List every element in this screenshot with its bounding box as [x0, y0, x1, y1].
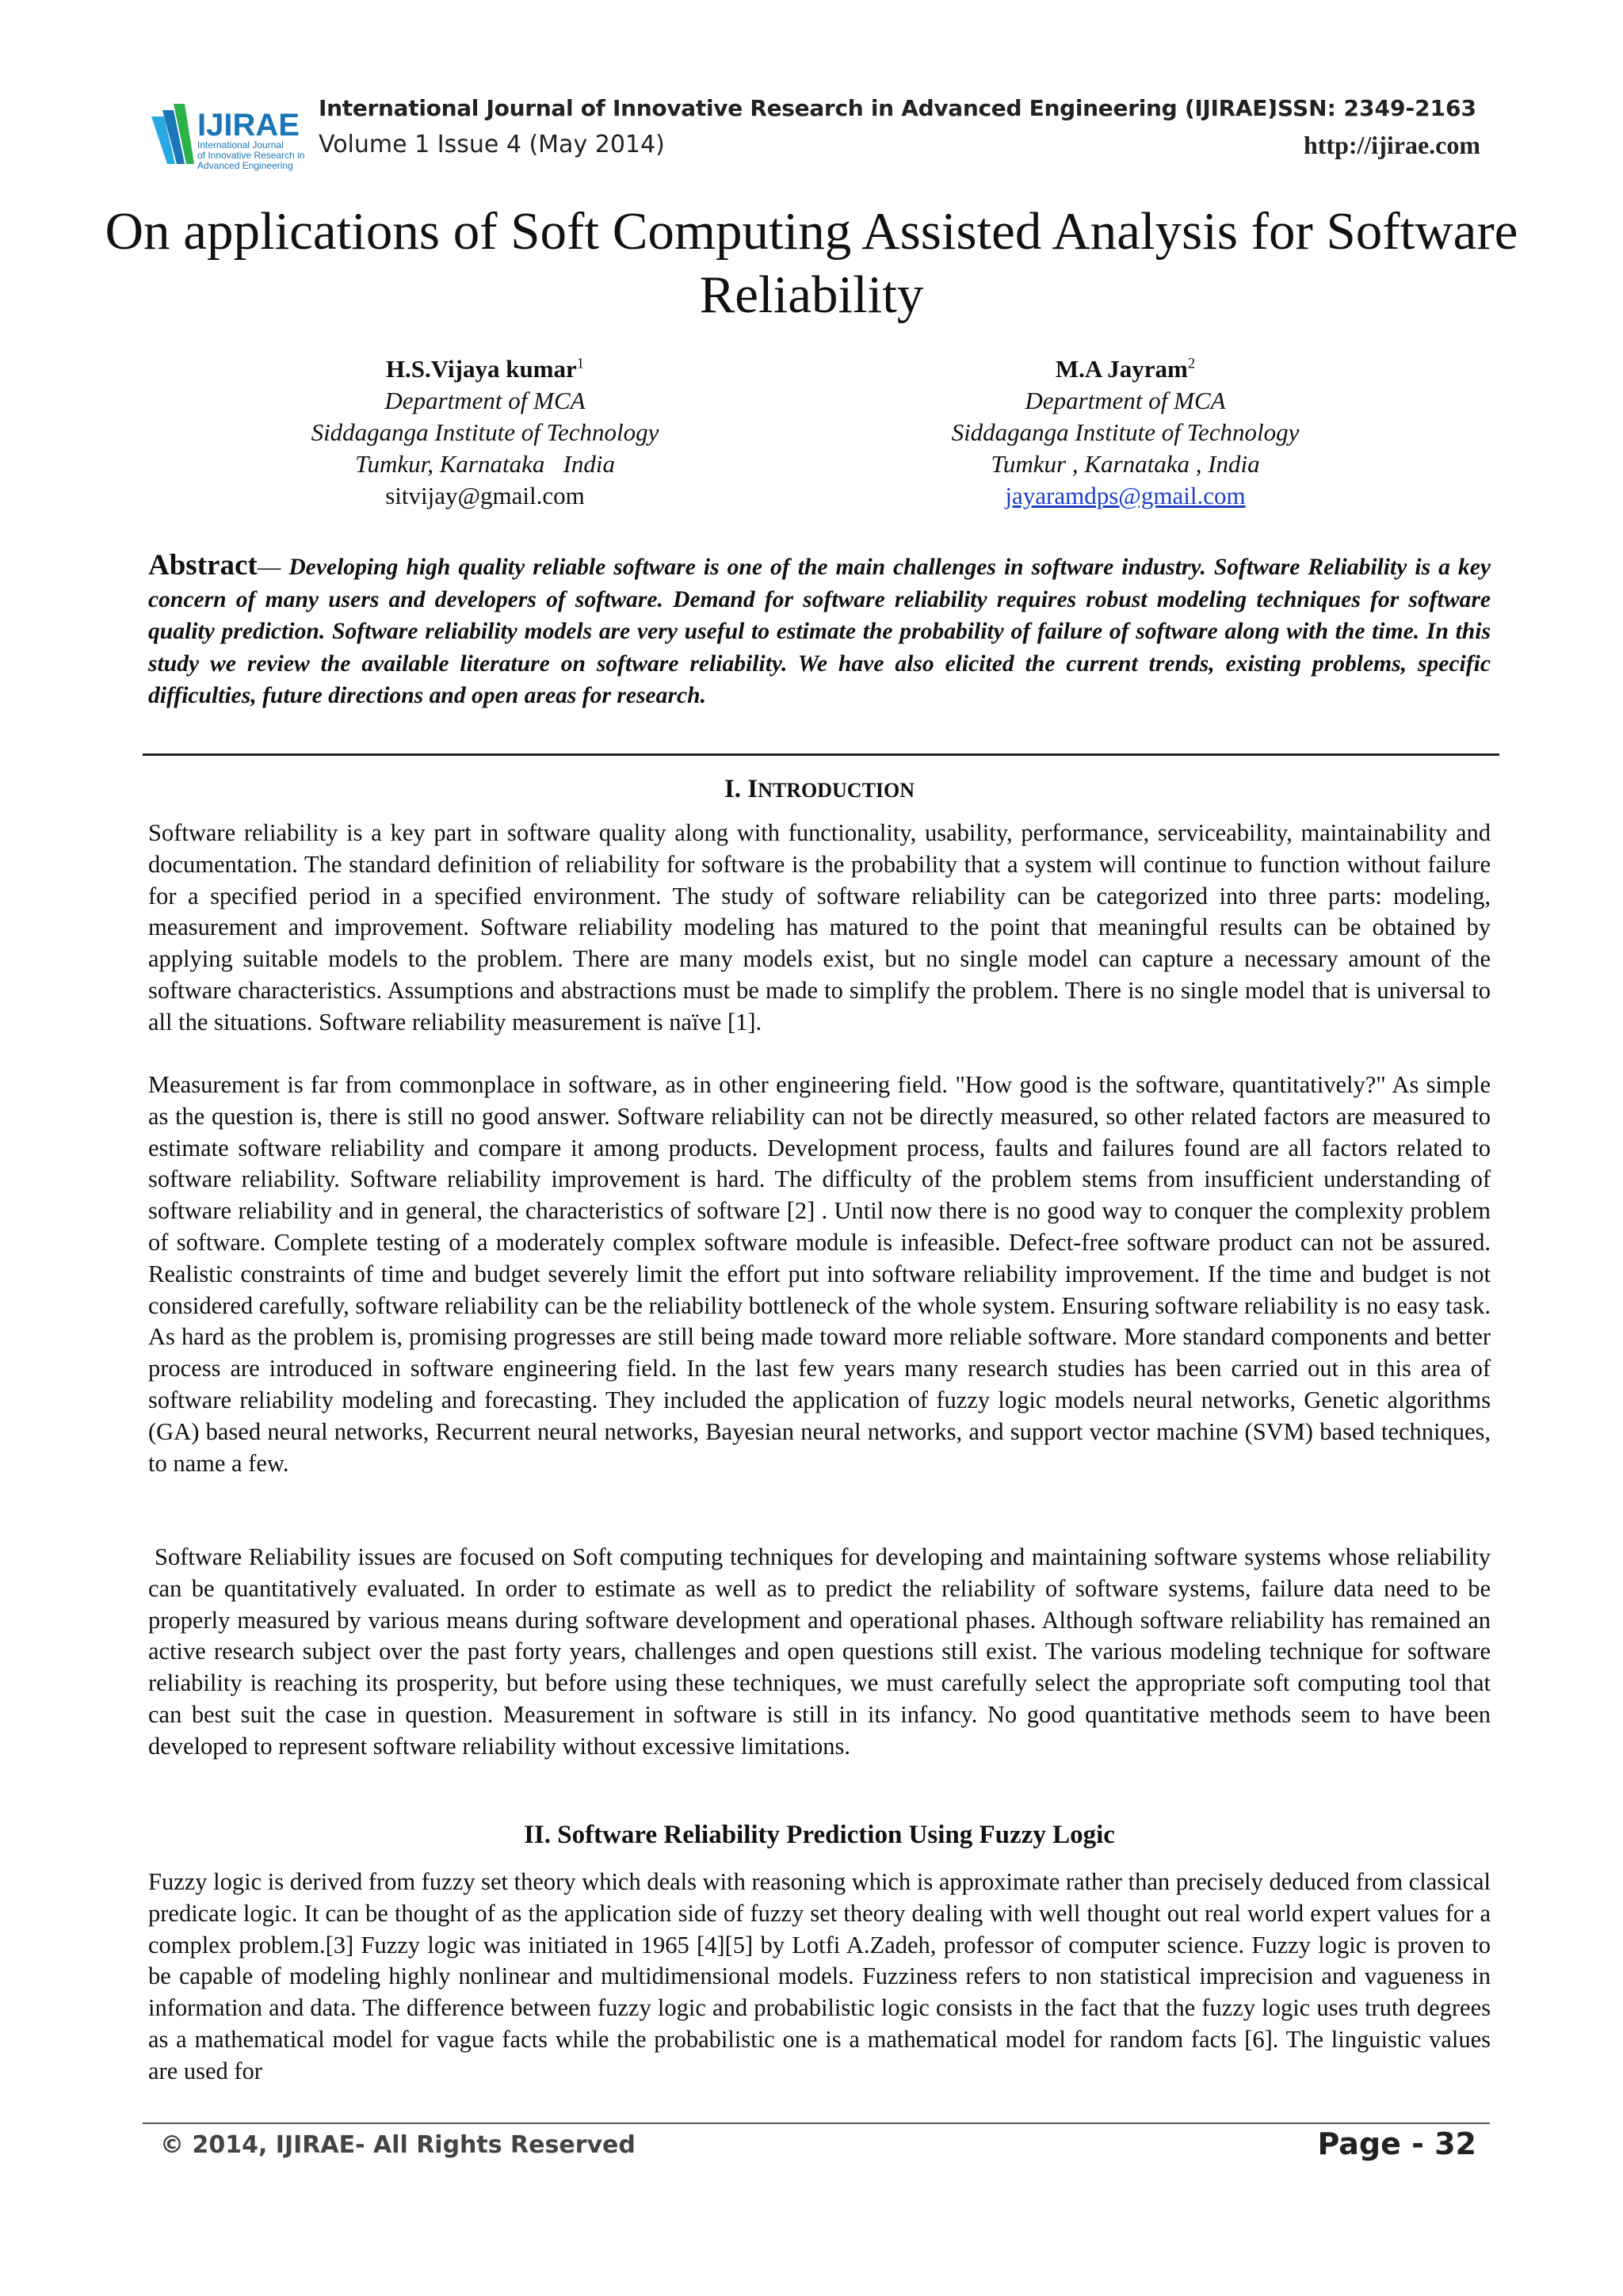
author-email: sitvijay@gmail.com [385, 482, 585, 509]
author-block-2 [824, 353, 1426, 512]
intro-paragraph-2: Measurement is far from commonplace in software, as in other engineering field. "How good is the software, quantitatively?" As simple as the question is, there is still no good answer. Software reliability can not be directly measured, so other related factors are measured to estimate software reliability and compare it among products. Development process, faults and failures found are all factors related to software reliability. Software reliability improvement is hard. The difficulty of the problem stems from insufficient understanding of software reliability and in general, the characteristics of software [2] . Until now there is no good way to conquer the complexity problem of software. Complete testing of a moderately complex software module is infeasible. Defect-free software product can not be assured. Realistic constraints of time and budget severely limit the effort put into software reliability improvement. If the time and budget is not considered carefully, software reliability can be the reliability bottleneck of the whole system. Ensuring software reliability is no easy task. As hard as the problem is, promising progresses are still being made toward more reliable software. More standard components and better process are introduced in software engineering field. In the last few years many research studies has been carried out in this area of software reliability modeling and forecasting. They included the application of fuzzy logic models neural networks, Genetic algorithms (GA) based neural networks, Recurrent neural networks, Bayesian neural networks, and support vector machine (SVM) based techniques, to name a few. [148, 1071, 1491, 1477]
section-title-initial: I [747, 775, 758, 803]
author-email-link[interactable]: jayaramdps@gmail.com [1005, 482, 1246, 509]
author-department: Department of MCA [384, 387, 586, 414]
author-name: H.S.Vijaya kumar [385, 355, 577, 383]
author-location: Tumkur , Karnataka , India [991, 450, 1260, 478]
journal-name: International Journal of Innovative Research in Advanced Engineering (IJIRAE) [319, 95, 1277, 121]
intro-paragraph-1: Software reliability is a key part in software quality along with functionality, usability, performance, serviceability, maintainability and documentation. The standard definition of reliability for software is the probability that a system will continue to function without failure for a specified period in a specified environment. The study of software reliability can be categorized into three parts: modeling, measurement and improvement. Software reliability modeling has matured to the point that meaningful results can be obtained by applying suitable models to the problem. There are many models exist, but no single model can capture a necessary amount of the software characteristics. Assumptions and abstractions must be made to simplify the problem. There is no single model that is universal to all the situations. Software reliability measurement is naïve [1]. [148, 819, 1491, 1035]
author-department: Department of MCA [1025, 387, 1226, 414]
svg-text:Advanced Engineering: Advanced Engineering [197, 160, 293, 171]
author-institute: Siddaganga Institute of Technology [951, 418, 1300, 446]
footer-divider [143, 2122, 1490, 2124]
svg-text:International Journal: International Journal [197, 139, 284, 151]
journal-logo-icon [147, 99, 305, 174]
section-heading-fuzzy-logic: II. Software Reliability Prediction Using Fuzzy Logic [524, 1821, 1115, 1849]
abstract-divider [143, 753, 1499, 756]
intro-paragraph-3: Software Reliability issues are focused on Soft computing techniques for developing and maintaining software systems whose reliability can be quantitatively evaluated. In order to estimate as well as to predict the reliability of software systems, failure data need to be properly measured by various means during software development and operational phases. Although software reliability has remained an active research subject over the past forty years, challenges and open questions still exist. The various modeling technique for software reliability is reaching its prosperity, but before using these techniques, we must carefully select the appropriate soft computing tool that can best suit the case in question. Measurement in software is still in its infancy. No good quantitative methods seem to have been developed to represent software reliability without excessive limitations. [148, 1543, 1491, 1760]
fuzzy-logic-paragraph: Fuzzy logic is derived from fuzzy set theory which deals with reasoning which is approximate rather than precisely deduced from classical predicate logic. It can be thought of as the application side of fuzzy set theory dealing with well thought out real world expert values for a complex problem.[3] Fuzzy logic was initiated in 1965 [4][5] by Lotfi A.Zadeh, professor of computer science. Fuzzy logic is proven to be capable of modeling highly nonlinear and multidimensional models. Fuzziness refers to non statistical imprecision and vagueness in information and data. The difference between fuzzy logic and probabilistic logic consists in the fact that the fuzzy logic uses truth degrees as a mathematical model for vague facts while the probabilistic one is a mathematical model for random facts [6]. The linguistic values are used for [148, 1868, 1491, 2084]
section-title-rest: NTRODUCTION [758, 779, 915, 802]
abstract-text: Developing high quality reliable software is one of the main challenges in software industry. Software Reliability is a key concern of many users and developers of software. Demand for software reliability requires robust modeling techniques for software quality prediction. Software reliability models are very useful to estimate the probability of failure of software along with the time. In this study we review the available literature on software reliability. We have also elicited the current trends, existing problems, specific difficulties, future directions and open areas for research. [148, 555, 1491, 708]
author-affiliation-mark: 2 [1187, 355, 1196, 372]
journal-issn: ISSN: 2349-2163 [1269, 95, 1476, 121]
journal-url[interactable]: http://ijirae.com [1303, 131, 1480, 159]
author-affiliation-mark: 1 [576, 355, 585, 372]
journal-logo [147, 99, 305, 174]
svg-text:IJIRAE: IJIRAE [197, 108, 300, 143]
author-name: M.A Jayram [1055, 355, 1188, 383]
section-heading-introduction [148, 775, 1491, 804]
svg-text:of Innovative Research in: of Innovative Research in [197, 150, 305, 161]
author-institute: Siddaganga Institute of Technology [311, 418, 659, 446]
section-number: I. [724, 775, 742, 803]
journal-volume: Volume 1 Issue 4 (May 2014) [319, 131, 665, 158]
abstract-label: Abstract [148, 549, 258, 582]
author-block-1 [184, 353, 786, 512]
page-number: Page - 32 [1317, 2126, 1476, 2161]
footer-copyright: © 2014, IJIRAE- All Rights Reserved [160, 2131, 636, 2159]
paper-title: On applications of Soft Computing Assisted Analysis for Software Reliability [105, 202, 1518, 324]
abstract [148, 550, 1491, 712]
abstract-dash: — [257, 555, 281, 580]
author-location: Tumkur, Karnataka India [354, 450, 616, 478]
